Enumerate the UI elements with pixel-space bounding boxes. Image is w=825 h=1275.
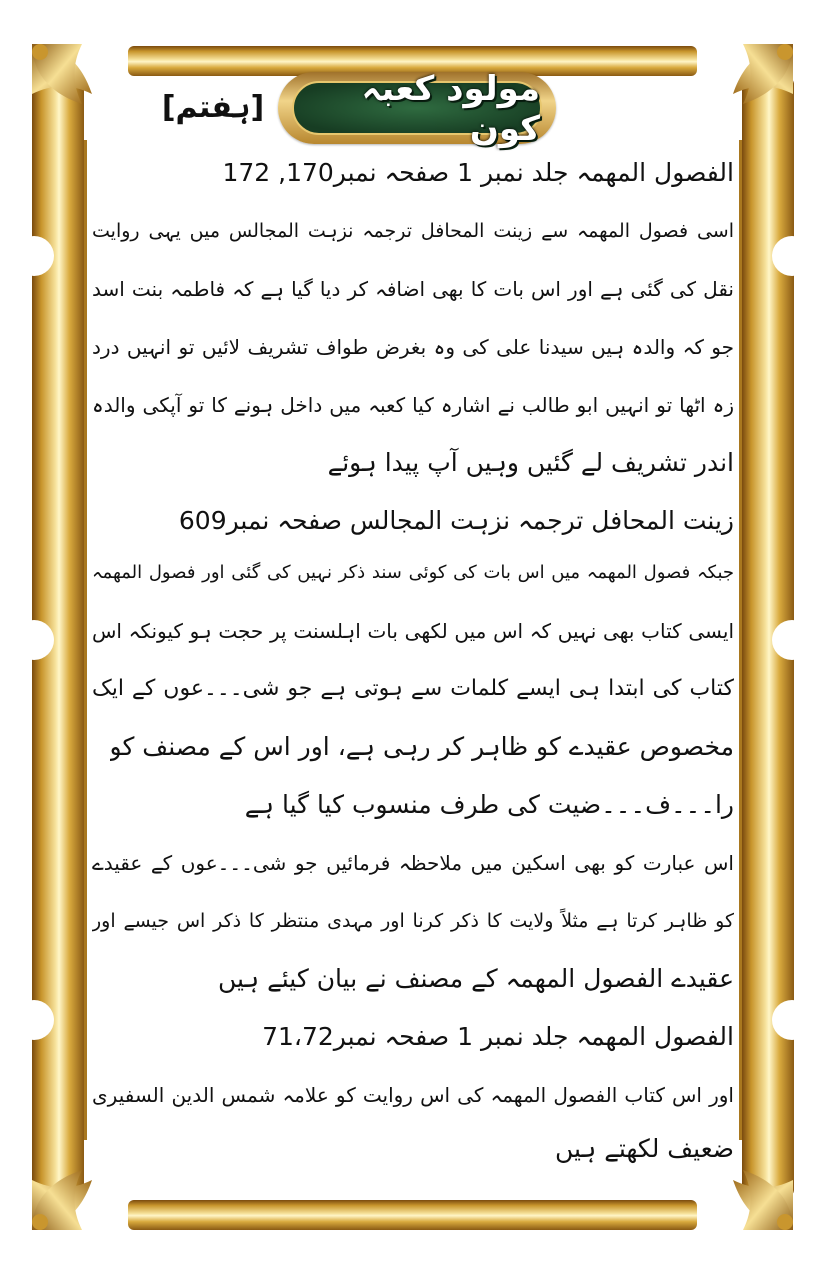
text-line: نقل کی گئی ہے اور اس بات کا بھی اضافہ کر دیا گیا ہے کہ فاطمہ بنت اسد <box>92 277 734 301</box>
frame-notch-icon <box>14 236 54 276</box>
text-line-reference: الفصول المھمہ جلد نمبر 1 صفحہ نمبر170, 172 <box>222 158 734 187</box>
frame-inner-edge-left <box>84 140 87 1140</box>
text-line: ایسی کتاب بھی نہیں کہ اس میں لکھی بات اہلسنت پر حجت ہو کیونکہ اس <box>92 619 734 643</box>
text-line: اس عبارت کو بھی اسکین میں ملاحظہ فرمائیں جو شی۔۔۔عوں کے عقیدے <box>92 851 734 875</box>
title-plate <box>278 68 556 149</box>
frame-notch-icon <box>772 1000 812 1040</box>
text-line: زہ اٹھا تو انہیں ابو طالب نے اشارہ کیا کعبہ میں داخل ہونے کا تو آپکی والدہ <box>92 393 734 417</box>
text-line-reference: الفصول المھمہ جلد نمبر 1 صفحہ نمبر71،72 <box>262 1022 734 1051</box>
frame-notch-icon <box>14 1000 54 1040</box>
chapter-label: [ہفتم] <box>161 90 265 125</box>
text-line-reference: زینت المحافل ترجمہ نزہت المجالس صفحہ نمبر609 <box>178 506 734 535</box>
text-line: اور اس کتاب الفصول المھمہ کی اس روایت کو علامہ شمس الدین السفیری <box>92 1083 734 1107</box>
frame-bottom-bar <box>128 1200 697 1230</box>
corner-ornament-top-right-icon <box>693 34 803 144</box>
frame-notch-icon <box>772 236 812 276</box>
text-line: اسی فصول المھمہ سے زینت المحافل ترجمہ نزہت المجالس میں یہی روایت <box>92 220 734 242</box>
corner-ornament-top-left-icon <box>22 34 132 144</box>
text-line: عقیدے الفصول المھمہ کے مصنف نے بیان کیئے ہیں <box>217 964 734 993</box>
text-line: مخصوص عقیدے کو ظاہر کر رہی ہے، اور اس کے مصنف کو <box>109 732 734 761</box>
text-line: کو ظاہر کرتا ہے مثلاً ولایت کا ذکر کرنا اور مہدی منتظر کا ذکر اس جیسے اور <box>92 910 734 932</box>
text-line: ضعیف لکھتے ہیں <box>555 1134 734 1163</box>
frame-notch-icon <box>14 620 54 660</box>
page-title: مولود کعبہ کون <box>361 68 540 149</box>
frame-notch-icon <box>772 620 812 660</box>
title-plate-inner <box>292 68 542 149</box>
frame-inner-edge-right <box>739 140 742 1140</box>
body-text <box>92 152 734 1172</box>
text-line: جو کہ والدہ ہیں سیدنا علی کی وہ بغرض طواف تشریف لائیں تو انہیں درد <box>92 335 734 359</box>
text-line: جبکہ فصول المھمہ میں اس بات کی کوئی سند ذکر نہیں کی گئی اور فصول المھمہ <box>92 562 734 583</box>
text-line: اندر تشریف لے گئیں وہیں آپ پیدا ہوئے <box>327 448 734 477</box>
text-line: را۔۔۔ف۔۔۔ضیت کی طرف منسوب کیا گیا ہے <box>244 790 734 819</box>
text-line: کتاب کی ابتدا ہی ایسے کلمات سے ہوتی ہے جو شی۔۔۔عوں کے ایک <box>92 676 734 701</box>
